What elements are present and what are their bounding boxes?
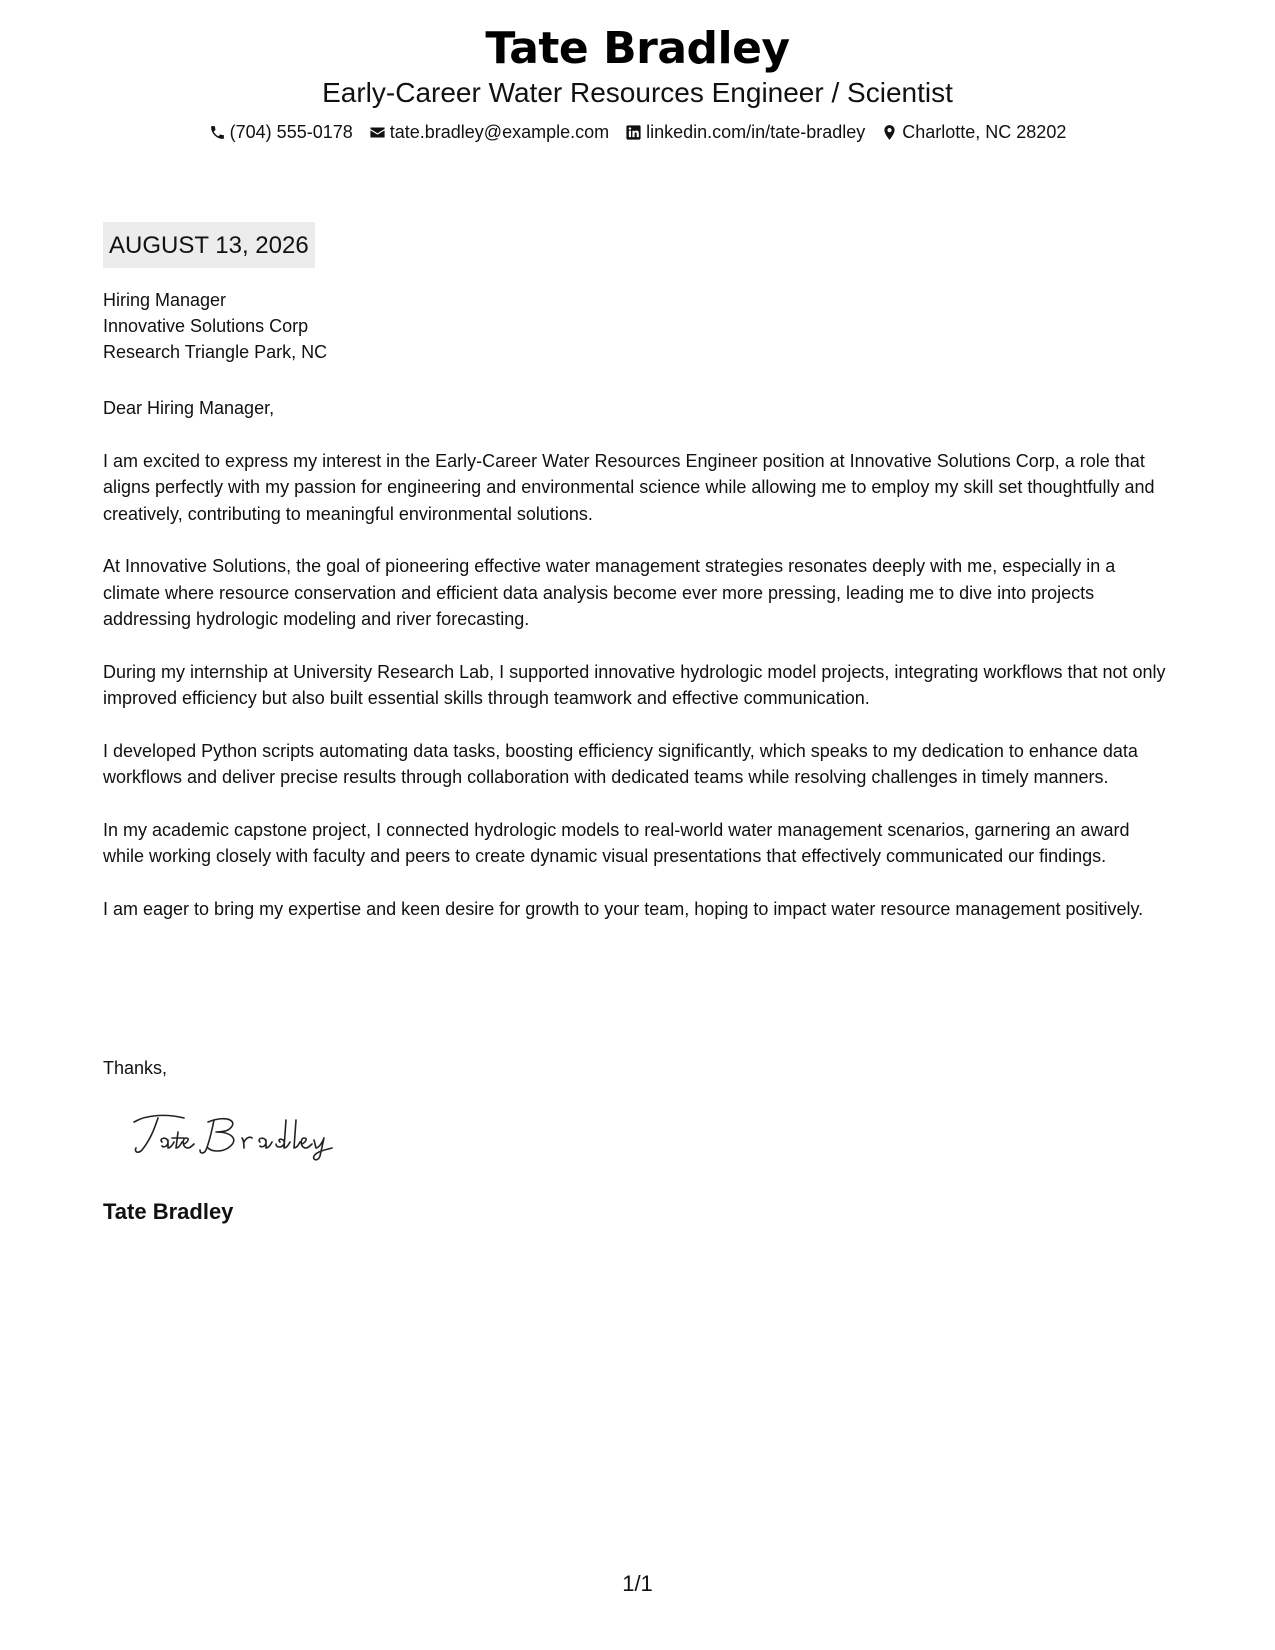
location-text: Charlotte, NC 28202: [902, 122, 1067, 142]
contact-location: [881, 120, 1066, 144]
salutation: Dear Hiring Manager,: [103, 398, 275, 418]
body-paragraph: I am excited to express my interest in the Early-Career Water Resources Engineer position at Innovative Solutions Corp, a role that aligns perfectly with my passion for engineering and environmental science while allowing me to employ my skill set thoughtfully and creatively, contributing to meaningful environmental solutions.: [103, 450, 1155, 524]
envelope-icon: [369, 124, 386, 141]
handwritten-signature: [128, 1108, 348, 1164]
phone-text: (704) 555-0178: [229, 122, 353, 142]
linkedin-text[interactable]: linkedin.com/in/tate-bradley: [646, 122, 866, 142]
recipient-line: Research Triangle Park, NC: [103, 342, 328, 362]
body-paragraph: During my internship at University Research Lab, I supported innovative hydrologic model projects, integrating workflows that not only improved efficiency but also built essential skills through teamwork and effective communication.: [103, 661, 1166, 708]
contact-linkedin[interactable]: [625, 120, 865, 144]
signer-name: Tate Bradley: [103, 1199, 234, 1224]
contact-email[interactable]: [369, 120, 609, 144]
contact-bar: [0, 120, 1275, 144]
map-pin-icon: [881, 124, 898, 141]
recipient-line: Hiring Manager: [103, 290, 227, 310]
applicant-name: Tate Bradley: [485, 23, 790, 74]
email-text[interactable]: tate.bradley@example.com: [389, 122, 610, 142]
page-number: 1/1: [622, 1571, 653, 1596]
letter-header: [0, 22, 1275, 144]
applicant-title: Early-Career Water Resources Engineer / Scientist: [322, 77, 953, 108]
letter-date: AUGUST 13, 2026: [103, 222, 315, 268]
body-paragraph: I developed Python scripts automating data tasks, boosting efficiency significantly, which speaks to my dedication to enhance data workflows and deliver precise results through collaboration with dedicated teams while resolving challenges in timely manners.: [103, 740, 1138, 787]
phone-icon: [209, 124, 226, 141]
body-paragraph: At Innovative Solutions, the goal of pioneering effective water management strategies resonates deeply with me, especially in a climate where resource conservation and efficient data analysis become ever more pressing, leading me to dive into projects addressing hydrologic modeling and river forecasting.: [103, 556, 1116, 629]
closing: Thanks,: [103, 1058, 168, 1078]
recipient-line: Innovative Solutions Corp: [103, 316, 309, 336]
body-paragraph: I am eager to bring my expertise and keen desire for growth to your team, hoping to impact water resource management positively.: [103, 898, 1144, 919]
contact-phone: [209, 120, 353, 144]
letter-body: [103, 395, 1173, 948]
linkedin-icon: [625, 124, 642, 141]
recipient-block: [103, 287, 327, 365]
body-paragraph: In my academic capstone project, I connected hydrologic models to real-world water management scenarios, garnering an award while working closely with faculty and peers to create dynamic visual presentations that effectively communicated our findings.: [103, 819, 1130, 866]
